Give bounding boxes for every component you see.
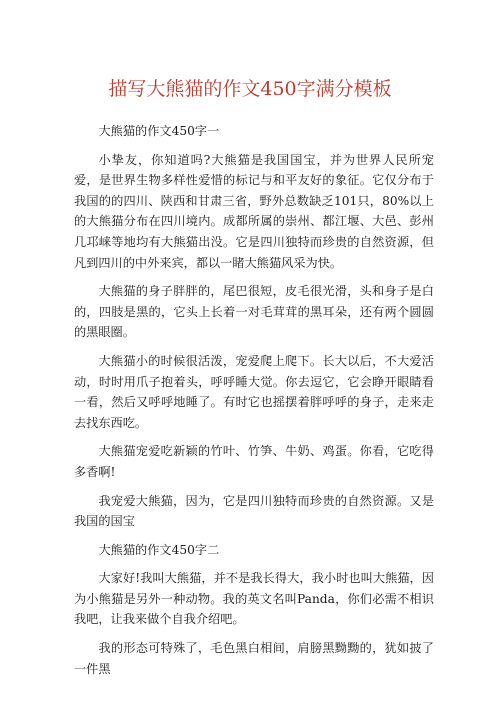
document-body	[74, 121, 434, 687]
paragraph: 小挚友，你知道吗?大熊猫是我国国宝，并为世界人民所宠爱，是世界生物多样性爱惜的标记与和平友好的象征。它仅分布于我国的的四川、陕西和甘肃三省，野外总数缺乏101只，80%以上的大熊猫分布在四川境内。成都所属的崇州、都江堰、大邑、彭州几邛崃等地均有大熊猫出没。它是四川独特而珍贵的自然资源，但凡到四川的中外来宾，都以一睹大熊猫风采为快。	[74, 152, 434, 270]
section-heading: 大熊猫的作文450字二	[98, 542, 220, 557]
paragraph: 大熊猫小的时候很活泼，宠爱爬上爬下。长大以后，不大爱活动，时时用爪子抱着头，呼呼睡大觉。你去逗它，它会睁开眼睛看一看，然后又呼呼地睡了。有时它也摇摆着胖呼呼的身子，走来走去找东西吃。	[74, 353, 434, 430]
paragraph: 我的形态可特殊了，毛色黑白相间，肩膀黑黝黝的，犹如披了一件黑	[74, 641, 434, 676]
document-title: 描写大熊猫的作文450字满分模板	[108, 78, 392, 100]
paragraph: 大家好!我叫大熊猫，并不是我长得大，我小时也叫大熊猫，因为小熊猫是另外一种动物。我的英文名叫Panda，你们必需不相识我吧，让我来做个自我介绍吧。	[74, 571, 434, 627]
paragraph: 大熊猫的身子胖胖的，尾巴很短，皮毛很光滑，头和身子是白的，四肢是黑的，它头上长着一对毛茸茸的黑耳朵，还有两个圆圆的黑眼圈。	[74, 284, 434, 340]
paragraph: 大熊猫宠爱吃新颖的竹叶、竹笋、牛奶、鸡蛋。你看，它吃得多香啊!	[74, 444, 434, 479]
paragraph: 我宠爱大熊猫，因为，它是四川独特而珍贵的自然资源。又是我国的国宝	[74, 493, 434, 529]
section-heading: 大熊猫的作文450字一	[98, 124, 220, 138]
